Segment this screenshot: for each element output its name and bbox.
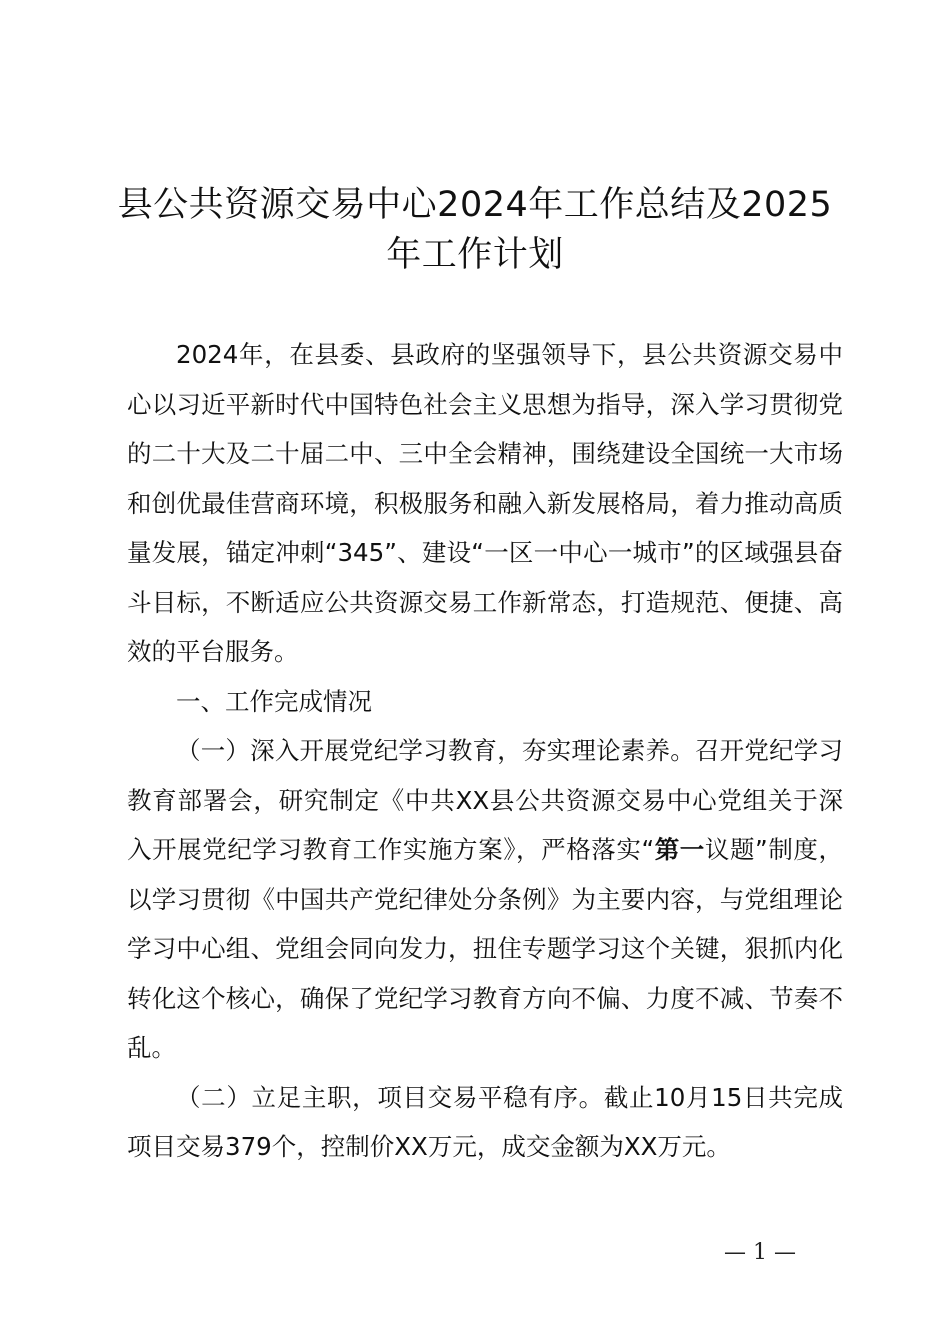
section-1-text-a: （一）深入开展党纪学习教育，夯实理论素养。召开党纪学习教育部署会，研究制定《中共XX县公共资源交易中心党组关于深入开展党纪学习教育工作实施方案》，严格落实“ [127, 736, 843, 864]
section-1-bold-text: 第一 [654, 835, 705, 864]
page-number: — 1 — [724, 1240, 796, 1265]
section-1-paragraph [127, 726, 843, 1073]
document-title [110, 180, 840, 280]
title-line-1: 县公共资源交易中心2024年工作总结及2025 [117, 185, 833, 225]
section-2-paragraph: （二）立足主职，项目交易平稳有序。截止10月15日共完成项目交易379个，控制价XX万元，成交金额为XX万元。 [127, 1082, 843, 1161]
section-1-text-b: 议题”制度，以学习贯彻《中国共产党纪律处分条例》为主要内容，与党组理论学习中心组、党组会同向发力，扭住专题学习这个关键，狠抓内化转化这个核心，确保了党纪学习教育方向不偏、力度不减、节奏不乱。 [127, 835, 843, 1062]
document-body [127, 330, 843, 1172]
title-line-2: 年工作计划 [386, 235, 564, 275]
intro-paragraph: 2024年，在县委、县政府的坚强领导下，县公共资源交易中心以习近平新时代中国特色社会主义思想为指导，深入学习贯彻党的二十大及二十届二中、三中全会精神，围绕建设全国统一大市场和创优最佳营商环境，积极服务和融入新发展格局，着力推动高质量发展，锚定冲刺“345”、建设“一区一中心一城市”的区域强县奋斗目标，不断适应公共资源交易工作新常态，打造规范、便捷、高效的平台服务。 [127, 340, 843, 666]
section-heading: 一、工作完成情况 [176, 686, 372, 716]
